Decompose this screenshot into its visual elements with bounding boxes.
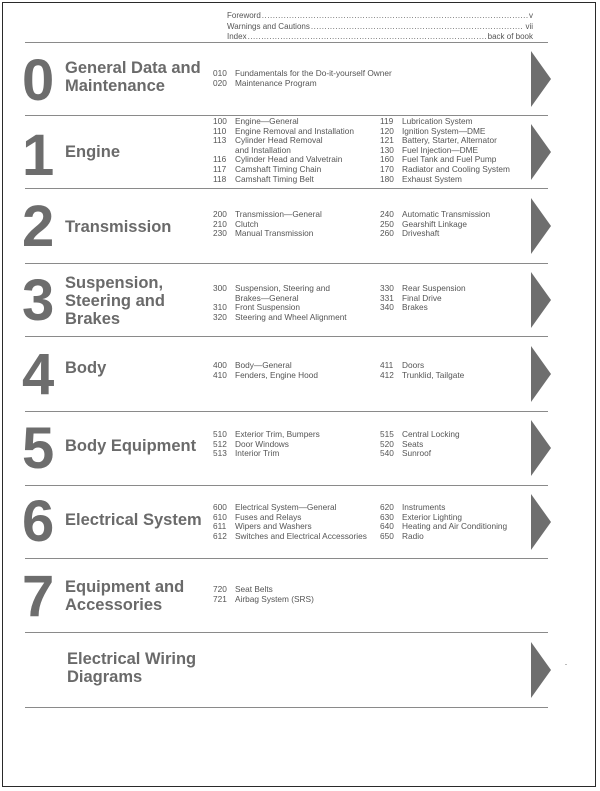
chapter-entry[interactable] — [213, 79, 392, 89]
section-tab-arrow-icon[interactable] — [531, 198, 551, 254]
chapter-code: 612 — [213, 530, 227, 541]
chapter-title: Doors — [402, 360, 425, 370]
chapter-title: Brakes—General — [235, 292, 299, 303]
chapter-code: 630 — [380, 511, 394, 522]
chapter-code: 540 — [380, 448, 394, 459]
chapter-code: 720 — [213, 584, 227, 594]
chapter-title: Exhaust System — [402, 173, 462, 184]
chapter-list-left — [213, 430, 320, 459]
chapter-code: 121 — [380, 135, 394, 146]
chapter-title: Door Windows — [235, 438, 289, 449]
chapter-code: 250 — [380, 218, 394, 229]
chapter-title: Front Suspension — [235, 302, 301, 313]
front-matter-title: Warnings and Cautions — [227, 21, 310, 31]
chapter-code: 510 — [213, 429, 227, 439]
chapter-list-left — [213, 361, 318, 380]
chapter-code: 512 — [213, 438, 227, 449]
chapter-code: 210 — [213, 218, 227, 229]
section-number: 1 — [22, 123, 55, 188]
chapter-code: 260 — [380, 228, 394, 239]
chapter-code: 116 — [213, 154, 227, 165]
chapter-code: 180 — [380, 173, 394, 184]
section-title: Electrical System — [65, 511, 202, 529]
chapter-entry[interactable] — [213, 210, 322, 220]
chapter-list-right — [380, 430, 460, 459]
chapter-list-left — [213, 503, 367, 541]
section-title: Transmission — [65, 218, 172, 236]
section-number: 4 — [22, 342, 55, 407]
chapter-code: 331 — [380, 292, 394, 303]
chapter-code: 340 — [380, 302, 394, 313]
chapter-title: Seat Belts — [235, 584, 273, 594]
chapter-code: 410 — [213, 369, 227, 380]
chapter-entry[interactable] — [380, 175, 510, 185]
chapter-title: Radiator and Cooling System — [402, 163, 510, 174]
chapter-title: Driveshaft — [402, 228, 440, 239]
chapter-title: Engine—General — [235, 116, 299, 126]
chapter-code: 130 — [380, 144, 394, 155]
chapter-code: 721 — [213, 593, 227, 604]
chapter-code: 520 — [380, 438, 394, 449]
chapter-title: Fenders, Engine Hood — [235, 369, 319, 380]
chapter-entry[interactable] — [213, 449, 320, 459]
section-2[interactable] — [0, 188, 600, 263]
chapter-entry[interactable] — [213, 595, 314, 605]
section-title: Body — [65, 359, 107, 377]
chapter-title: Exterior Trim, Bumpers — [235, 429, 320, 439]
chapter-code: 310 — [213, 302, 227, 313]
chapter-code: 650 — [380, 530, 394, 541]
chapter-list-right — [380, 503, 507, 541]
chapter-title: Sunroof — [402, 448, 432, 459]
section-title: Engine — [65, 143, 121, 161]
chapter-entry[interactable] — [213, 175, 354, 185]
chapter-code: 117 — [213, 163, 227, 174]
section-3[interactable] — [0, 263, 600, 336]
chapter-title: Electrical System—General — [235, 502, 337, 512]
section-divider — [25, 707, 548, 708]
section-5[interactable] — [0, 411, 600, 485]
chapter-title: Lubrication System — [402, 116, 473, 126]
chapter-code: 020 — [213, 77, 227, 88]
section-title: General Data and Maintenance — [65, 59, 201, 95]
section-number: 7 — [22, 564, 55, 629]
section-number: 0 — [22, 48, 55, 113]
dot-leader — [262, 11, 528, 22]
front-matter-item[interactable] — [227, 32, 533, 43]
chapter-code: 170 — [380, 163, 394, 174]
front-matter-page: vii — [525, 21, 533, 31]
chapter-title: Brakes — [402, 302, 428, 313]
chapter-title: Fuses and Relays — [235, 511, 302, 522]
section-number: 6 — [22, 489, 55, 554]
chapter-code: 010 — [213, 68, 227, 78]
chapter-code: 160 — [380, 154, 394, 165]
chapter-title: Fuel Injection—DME — [402, 144, 479, 155]
chapter-list-right — [380, 117, 510, 184]
dot-leader — [311, 22, 525, 33]
chapter-code: 611 — [213, 521, 227, 532]
section-wiring-diagrams[interactable] — [0, 632, 600, 707]
chapter-code: 515 — [380, 429, 394, 439]
scan-speck — [565, 664, 567, 665]
chapter-list-left — [213, 585, 314, 604]
chapter-code: 330 — [380, 283, 394, 293]
chapter-title: Heating and Air Conditioning — [402, 521, 508, 532]
chapter-code: 110 — [213, 125, 227, 136]
chapter-title: Ignition System—DME — [402, 125, 486, 136]
chapter-title: Fuel Tank and Fuel Pump — [402, 154, 497, 165]
chapter-title: Central Locking — [402, 429, 460, 439]
chapter-title: Fundamentals for the Do-it-yourself Owner — [235, 68, 392, 78]
chapter-code: 513 — [213, 448, 227, 459]
chapter-entry[interactable] — [213, 229, 322, 239]
chapter-code: 230 — [213, 228, 227, 239]
section-number: 2 — [22, 194, 55, 259]
section-number: 5 — [22, 416, 55, 481]
chapter-code: 113 — [213, 135, 227, 146]
chapter-title: Instruments — [402, 502, 446, 512]
chapter-title: Transmission—General — [235, 209, 322, 219]
chapter-code: 620 — [380, 502, 394, 512]
chapter-title: Manual Transmission — [235, 228, 314, 239]
section-7[interactable] — [0, 558, 600, 632]
chapter-title: Steering and Wheel Alignment — [235, 311, 347, 322]
chapter-title: Wipers and Washers — [235, 521, 312, 532]
section-title: Body Equipment — [65, 437, 197, 455]
front-matter-item[interactable] — [227, 22, 533, 33]
chapter-code: 610 — [213, 511, 227, 522]
chapter-code: 100 — [213, 116, 227, 126]
section-4[interactable] — [0, 336, 600, 411]
chapter-code: 400 — [213, 360, 227, 370]
chapter-title: Switches and Electrical Accessories — [235, 530, 367, 541]
chapter-title: Exterior Lighting — [402, 511, 462, 522]
chapter-entry[interactable] — [380, 522, 507, 532]
chapter-entry[interactable] — [380, 449, 460, 459]
section-tab-arrow-icon[interactable] — [531, 272, 551, 328]
section-tab-arrow-icon[interactable] — [531, 124, 551, 180]
section-tab-arrow-icon[interactable] — [531, 420, 551, 476]
chapter-title: Final Drive — [402, 292, 442, 303]
chapter-title: Suspension, Steering and — [235, 283, 331, 293]
chapter-title: Airbag System (SRS) — [235, 593, 314, 604]
chapter-code: 200 — [213, 209, 227, 219]
front-matter-list — [227, 11, 533, 43]
section-tab-arrow-icon[interactable] — [531, 346, 551, 402]
section-tab-arrow-icon[interactable] — [531, 494, 551, 550]
chapter-code: 119 — [380, 116, 394, 126]
chapter-entry[interactable] — [380, 229, 490, 239]
chapter-entry[interactable] — [380, 371, 464, 381]
chapter-title: and Installation — [235, 144, 291, 155]
chapter-code: 411 — [380, 360, 394, 370]
chapter-title: Engine Removal and Installation — [235, 125, 354, 136]
chapter-code: 320 — [213, 311, 227, 322]
chapter-code: 640 — [380, 521, 394, 532]
dot-leader — [248, 32, 487, 43]
section-tab-arrow-icon[interactable] — [531, 642, 551, 698]
chapter-code: 600 — [213, 502, 227, 512]
chapter-entry[interactable] — [213, 532, 367, 542]
chapter-title: Clutch — [235, 218, 259, 229]
chapter-entry[interactable] — [380, 532, 507, 542]
chapter-title: Seats — [402, 438, 424, 449]
chapter-list-right — [380, 210, 490, 239]
chapter-code: 412 — [380, 369, 394, 380]
chapter-title: Gearshift Linkage — [402, 218, 468, 229]
front-matter-title: Foreword — [227, 11, 261, 20]
chapter-list-left — [213, 69, 392, 88]
front-matter-page: v — [529, 11, 533, 20]
front-matter-page: back of book — [487, 32, 533, 41]
chapter-list-left — [213, 210, 322, 239]
chapter-title: Radio — [402, 530, 424, 541]
chapter-title: Rear Suspension — [402, 283, 466, 293]
section-1[interactable] — [0, 115, 600, 188]
chapter-list-right — [380, 361, 464, 380]
chapter-entry[interactable] — [213, 313, 347, 323]
chapter-title: Battery, Starter, Alternator — [402, 135, 497, 146]
chapter-title: Camshaft Timing Belt — [235, 173, 314, 184]
chapter-code: 300 — [213, 283, 227, 293]
chapter-entry[interactable] — [380, 303, 466, 313]
chapter-title: Cylinder Head and Valvetrain — [235, 154, 343, 165]
chapter-list-left — [213, 284, 347, 322]
chapter-title: Automatic Transmission — [402, 209, 491, 219]
section-tab-arrow-icon[interactable] — [531, 51, 551, 107]
chapter-entry[interactable] — [213, 371, 318, 381]
chapter-code: 118 — [213, 173, 227, 184]
chapter-title: Maintenance Program — [235, 77, 317, 88]
chapter-code: 120 — [380, 125, 394, 136]
chapter-code: 240 — [380, 209, 394, 219]
section-title: Equipment and Accessories — [65, 578, 185, 614]
section-0[interactable] — [0, 42, 600, 115]
chapter-title: Camshaft Timing Chain — [235, 163, 322, 174]
section-6[interactable] — [0, 485, 600, 558]
chapter-title: Trunklid, Tailgate — [402, 369, 465, 380]
chapter-title: Body—General — [235, 360, 292, 370]
front-matter-item[interactable] — [227, 11, 533, 22]
chapter-list-right — [380, 284, 466, 313]
chapter-list-left — [213, 117, 354, 184]
section-title: Electrical Wiring Diagrams — [67, 650, 197, 686]
chapter-title: Interior Trim — [235, 448, 280, 459]
section-title: Suspension, Steering and Brakes — [65, 274, 165, 328]
front-matter-title: Index — [227, 32, 247, 41]
section-number: 3 — [22, 268, 55, 333]
chapter-title: Cylinder Head Removal — [235, 135, 323, 146]
